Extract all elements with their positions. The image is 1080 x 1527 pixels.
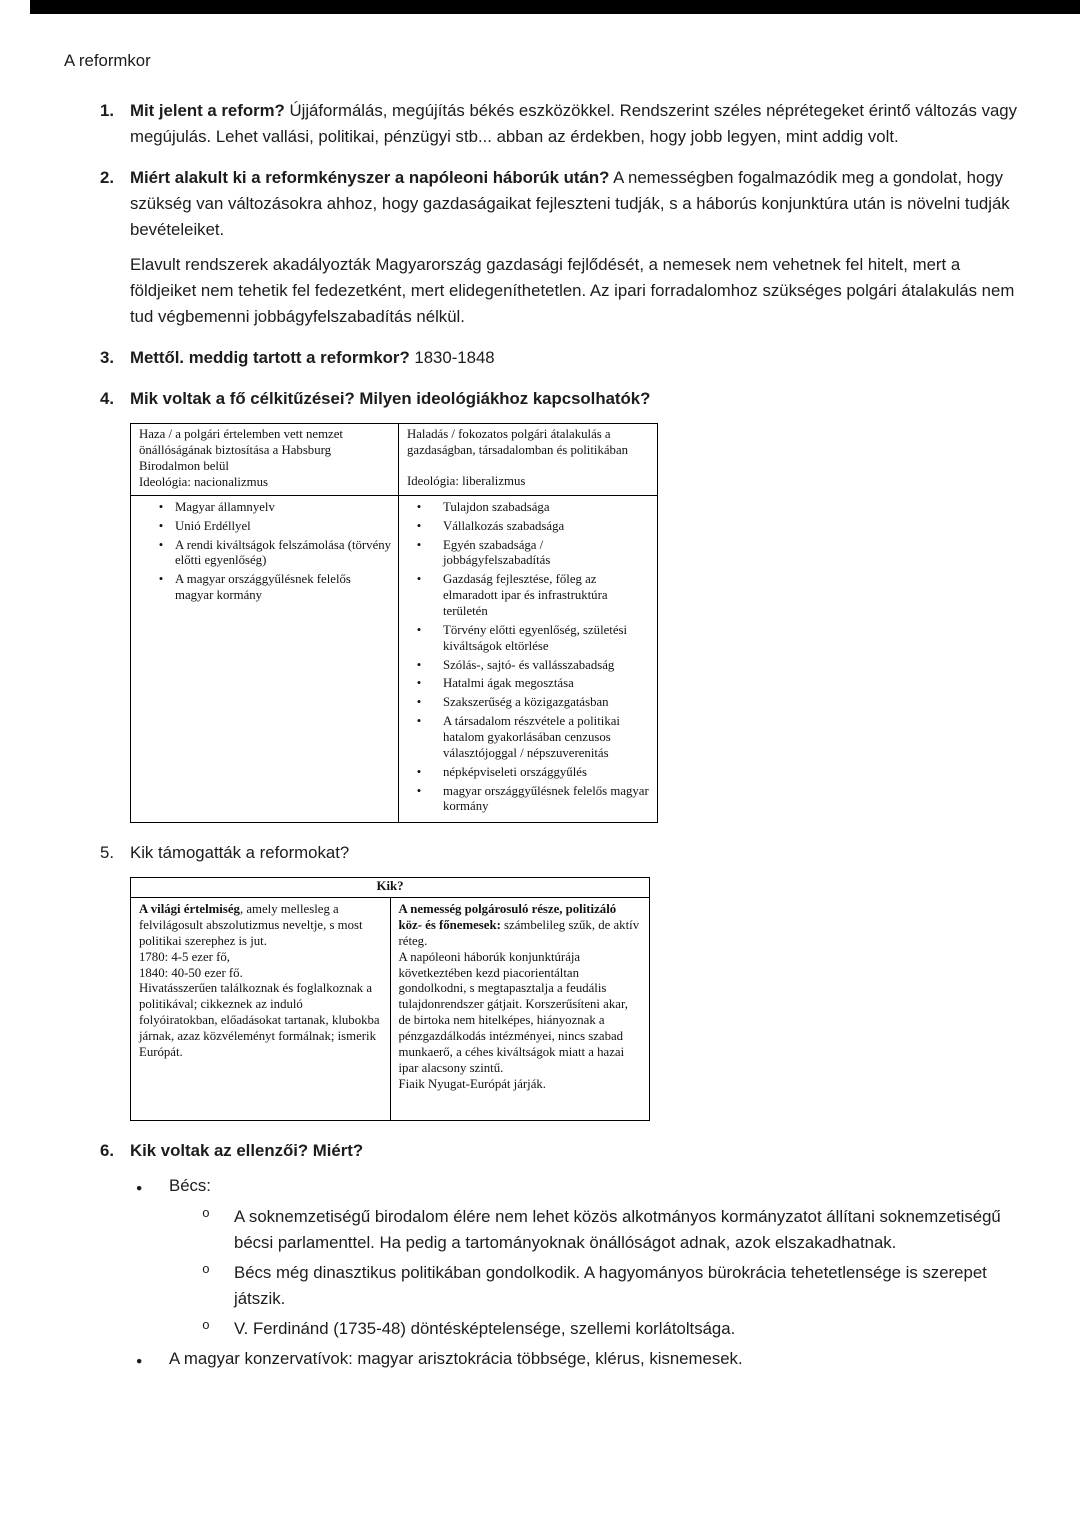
- list-item: • Törvény előtti egyenlőség, születési kiváltságok eltörlése: [411, 623, 651, 655]
- bullet-icon: [130, 1173, 169, 1199]
- supporters-table-title: Kik?: [131, 878, 650, 898]
- question-text: Miért alakult ki a reformkényszer a napóleoni háborúk után?: [130, 168, 610, 188]
- question-body: [130, 165, 1022, 330]
- list-item: • Unió Erdéllyel: [153, 519, 392, 535]
- opponent-item-conservatives: ● A magyar konzervatívok: magyar arisztokrácia többsége, klérus, kisnemesek.: [130, 1346, 1022, 1372]
- supporters-right-paragraph: A nemesség polgárosuló része, politizáló köz- és főnemesek: számbelileg szűk, de aktív réteg.: [398, 902, 640, 948]
- circle-bullet-icon: [200, 1260, 234, 1312]
- opponent-subitem: o V. Ferdinánd (1735-48) döntésképtelensége, szellemi korlátoltsága.: [200, 1316, 1022, 1342]
- answer-text: A nemességben fogalmazódik meg a gondolat, hogy szükség van változásokra ahhoz, hogy gazdaságaikat fejleszteni tudják, s a háborús konjunktúra után is növelni tudják bevételeiket.: [130, 168, 1010, 240]
- supporters-right-cell: [390, 898, 650, 1121]
- supporters-title-row: [131, 878, 650, 898]
- answer-paragraph-2: Elavult rendszerek akadályozták Magyarország gazdasági fejlődését, a nemesek nem vehetnek fel hitelt, mert a földjeiket nem tehetik fel fedezetként, mert elidegeníthetetlen. Az ipari forradalomhoz szükséges polgári átalakulás nem tud végbemenni jobbágyfelszabadítás nélkül.: [130, 255, 1015, 327]
- opponent-item-becs: [130, 1173, 1022, 1199]
- question-item-3: [100, 345, 1022, 371]
- question-item-2: [100, 165, 1022, 330]
- question-item-5: [100, 840, 1022, 1123]
- bullet-icon: [411, 623, 427, 655]
- bullet-icon: [153, 519, 169, 535]
- bullet-icon: [411, 538, 427, 570]
- goals-left-header-cell: [131, 424, 399, 495]
- bullet-icon: [411, 519, 427, 535]
- list-item: • A magyar országgyűlésnek felelős magyar kormány: [153, 572, 392, 604]
- question-text: Kik voltak az ellenzői? Miért?: [130, 1141, 364, 1161]
- supporters-left-line2: 1840: 40-50 ezer fő.: [139, 965, 243, 980]
- supporters-left-paragraph2: Hivatásszerűen találkoznak és foglalkoznak a politikával; cikkeznek az induló folyóiratokban, előadásokat tartanak, klubokba járnak, azaz közvéleményt formálnak; ismerik Európát.: [139, 981, 380, 1059]
- question-body: [130, 840, 1022, 1123]
- bullet-icon: [130, 1346, 169, 1372]
- goals-table: [130, 423, 658, 823]
- supporters-left-line1: 1780: 4-5 ezer fő,: [139, 949, 230, 964]
- list-item: • A társadalom részvétele a politikai hatalom gyakorlásában cenzusos választójoggal / népszuverenitás: [411, 714, 651, 762]
- question-text: Mik voltak a fő célkitűzései? Milyen ideológiákhoz kapcsolhatók?: [130, 389, 651, 409]
- question-paragraph: [130, 345, 1022, 371]
- scan-artifact-bar: [30, 0, 1080, 14]
- question-body: [130, 345, 1022, 371]
- bullet-icon: [411, 676, 427, 692]
- question-number: 1.: [100, 101, 114, 121]
- question-number: 3.: [100, 348, 114, 368]
- question-number: 4.: [100, 389, 114, 409]
- list-item: • Tulajdon szabadsága: [411, 500, 651, 516]
- bullet-icon: [153, 538, 169, 570]
- question-text: Mettől. meddig tartott a reformkor?: [130, 348, 410, 368]
- question-number: 5.: [100, 843, 114, 863]
- supporters-left-lead: A világi értelmiség: [139, 902, 240, 917]
- goals-left-ideology: Ideológia: nacionalizmus: [139, 474, 268, 489]
- question-number: 6.: [100, 1141, 114, 1161]
- supporters-right-paragraph2: A napóleoni háborúk konjunktúrája következtében kezd piacorientáltan gondolkodni, s megtapasztalja a feudális tulajdonrendszer gátjait. Korszerűsíteni akar, de birtoka nem hitelképes, hiányoznak a pénzgazdálkodás intézményei, nincs szabad munkaerő, a céhes kiváltságok miatt a hazai ipar alacsony szintű.: [398, 949, 628, 1075]
- answer-text: Újjáformálás, megújítás békés eszközökkel. Rendszerint széles néprétegeket érintő változás vagy megújulás. Lehet vallási, politikai, pénzügyi stb... abban az érdekben, hogy jobb legyen, mint addig volt.: [130, 101, 1018, 147]
- circle-bullet-icon: [200, 1316, 234, 1342]
- goals-right-list: [407, 500, 651, 815]
- list-item: • Magyar államnyelv: [153, 500, 392, 516]
- question-text: Kik támogatták a reformokat?: [130, 843, 350, 863]
- supporters-right-lead: A nemesség polgárosuló része, politizáló köz- és főnemesek:: [398, 902, 617, 932]
- goals-header-row: [131, 424, 658, 495]
- goals-right-list-cell: [399, 495, 658, 822]
- supporters-left-cell: [131, 898, 391, 1121]
- question-number: 2.: [100, 168, 114, 188]
- bullet-icon: [411, 572, 427, 620]
- list-item: • Hatalmi ágak megosztása: [411, 676, 651, 692]
- list-item: • Szólás-, sajtó- és vallásszabadság: [411, 658, 651, 674]
- list-item: • Gazdaság fejlesztése, főleg az elmaradott ipar és infrastruktúra területén: [411, 572, 651, 620]
- bullet-icon: [411, 658, 427, 674]
- question-item-4: [100, 386, 1022, 825]
- bullet-icon: [411, 714, 427, 762]
- bullet-icon: [411, 695, 427, 711]
- circle-bullet-icon: [200, 1204, 234, 1256]
- question-paragraph: [130, 165, 1022, 243]
- goals-right-header: Haladás / fokozatos polgári átalakulás a gazdaságban, társadalomban és politikában: [407, 427, 629, 458]
- goals-right-header-cell: [399, 424, 658, 495]
- question-text: Mit jelent a reform?: [130, 101, 285, 121]
- goals-left-list-cell: [131, 495, 399, 822]
- list-item: • magyar országgyűlésnek felelős magyar kormány: [411, 784, 651, 816]
- list-item: • Egyén szabadsága / jobbágyfelszabadítás: [411, 538, 651, 570]
- bullet-icon: [153, 500, 169, 516]
- list-item: • Vállalkozás szabadsága: [411, 519, 651, 535]
- goals-left-header: Haza / a polgári értelemben vett nemzet önállóságának biztosítása a Habsburg Birodalmon belül: [139, 427, 343, 474]
- list-item: • Szakszerűség a közigazgatásban: [411, 695, 651, 711]
- question-item-1: [100, 98, 1022, 150]
- list-item: • népképviseleti országgyűlés: [411, 765, 651, 781]
- opponent-subitem: o A soknemzetiségű birodalom élére nem lehet közös alkotmányos kormányzatot állítani soknemzetiségű bécsi parlamenttel. Ha pedig a tartományoknak önállóságot adnak, azok elszakadhatnak.: [200, 1204, 1022, 1256]
- bullet-icon: [411, 765, 427, 781]
- question-paragraph: [130, 98, 1022, 150]
- bullet-icon: [153, 572, 169, 604]
- bullet-icon: [411, 784, 427, 816]
- supporters-left-paragraph: A világi értelmiség, amely mellesleg a felvilágosult abszolutizmus neveltje, s most politikai szerephez is jut.: [139, 902, 363, 948]
- opponent-subitem: o Bécs még dinasztikus politikában gondolkodik. A hagyományos bürokrácia tehetetlensége is szerepet játszik.: [200, 1260, 1022, 1312]
- page-title: A reformkor: [64, 51, 151, 70]
- question-body: [130, 98, 1022, 150]
- supporters-body-row: [131, 898, 650, 1121]
- opponent-label: Bécs:: [169, 1176, 211, 1196]
- goals-right-ideology: Ideológia: liberalizmus: [407, 474, 526, 489]
- supporters-right-paragraph3: Fiaik Nyugat-Európát járják.: [398, 1076, 546, 1091]
- bullet-icon: [411, 500, 427, 516]
- answer-text: 1830-1848: [414, 348, 495, 368]
- goals-left-list: [139, 500, 392, 604]
- list-item: • A rendi kiváltságok felszámolása (törvény előtti egyenlőség): [153, 538, 392, 570]
- goals-body-row: [131, 495, 658, 822]
- supporters-table: [130, 877, 650, 1121]
- question-body: [130, 386, 1022, 825]
- question-item-6: [100, 1138, 1022, 1375]
- question-paragraph: [130, 386, 1022, 412]
- question-body: [130, 1138, 1022, 1375]
